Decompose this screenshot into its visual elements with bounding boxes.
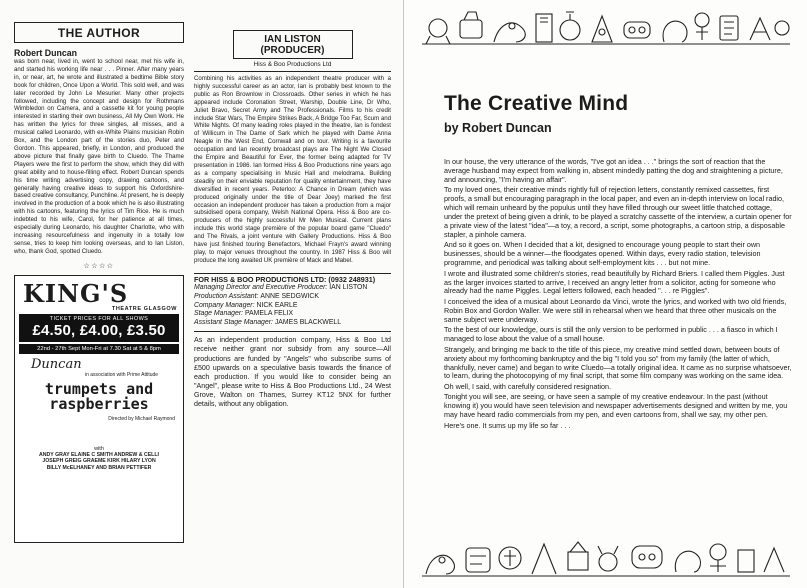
poster-ticket-line: TICKET PRICES FOR ALL SHOWS xyxy=(49,315,149,322)
article-paragraph: I wrote and illustrated some children's stories, read beautifully by Richard Briers. I called them Piggles. Just as the larger invoices started to arrive, I received an angry letter from a solicitor, acting for someone who already had the name Piggles. Legal letters followed, each headed ". . . re Piggles". xyxy=(444,268,785,296)
poster-with: with xyxy=(94,445,104,452)
contact-line: Assistant Stage Manager: JAMES BLACKWELL xyxy=(194,318,342,326)
producer-heading xyxy=(233,30,353,59)
poster-director: Directed by Michael Raymond xyxy=(108,415,175,422)
cartoon-banner-top xyxy=(420,6,792,48)
poster-show-title: trumpets and raspberries xyxy=(44,379,154,413)
producer-column xyxy=(194,30,391,409)
poster-company: Duncan xyxy=(31,356,82,372)
poster-theatre-city: THEATRE GLASGOW xyxy=(111,305,177,312)
poster-prices: £4.50, £4.00, £3.50 xyxy=(32,321,166,339)
article-paragraph: Oh well, I said, with carefully considered resignation. xyxy=(444,381,611,391)
article-body xyxy=(444,158,792,432)
producer-company: Hiss & Boo Productions Ltd xyxy=(194,59,391,72)
article-paragraph: Strangely, and bringing me back to the title of this piece, my creative mind settled down, between bouts of anxiety about my forthcoming bankruptcy and the big "I told you so" from my family (the latter of which, thankfully, never came) and began to write Cluedo—a totally original idea. It came as no surprise whatsoever, to learn, during the photocopying of my final script, that some film company was working on the same idea. xyxy=(444,344,792,381)
contacts-list xyxy=(194,284,391,327)
producer-bio: Combining his activities as an independent theatre producer with a highly successful career as an actor, Ian is probably best known to the public as Ron Brownlow in Crossroads. Other series in which he has appeared include Coronation Street, Warship, Double Line, Dr Who, Juliet Bravo, Secret Army and The Professionals. Films to his credit include Star Wars, The Empire Strikes Back, A Bridge Too Far, Scum and White Nights. Of many leading roles played in the theatre, Ian is fondest of Willicum in The Dame of Sark which he played with Dame Anna Neagle in the West End, Cornwall and on tour. Writing is a favourite occupation and Ian recently broadcast plays are The Night We Closed the Empire and Beautiful for Ever, the former being adapted for TV presentation in 1986. Ian formed Hiss & Boo Productions nine years ago as a company specialising in Music Hall and melodrama. Building steadily on their enviable reputation for quality entertainment, they have diversified in recent years. Peterloo: A Chance in Dream (which was produced originally under the title of Dear Joey) marked the first occasion an independent producer has taken a production from a major subsidised opera company, Welsh National Opera. Hiss & Boo are co-producers of the highly successful Mr Men Musical. Current plans include this world stage première of the popular board game "Cluedo" and The Rivals, a joint venture with Gallery Productions. Hiss & Boo have just finished touring Benefactors, Michael Frayn's award winning play, to major venues throughout the country. In 1987 Hiss & Boo will produce the long awaited UK première of Mack and Mabel. xyxy=(194,75,392,264)
author-bio: was born near, lived in, went to school near, met his wife in, and started his working life near . . . Pinner. After many years in, or near, art, he wrote and illustrated a bedtime Bible story book for children, Once Upon a World. This sold well, and was later recorded by John Le Mesurier. Many other projects followed, including the concept and design for Rothmans Wimbledon on Camera, and a cassette kit for young people interested in starting their own business, All My Own Work. He has written the lyrics for three singles, all misses, and a musical called Leonardo, with ex-White Plains musician Robin Box, and the London part of the stories duo, Peter and Gordon. This appeared, briefly, in London, and produced the above picture that finally gave birth to Cluedo. The Thame Players were the first to perform the show, which they did with great ability and to house-filling effect. Robert Duncan spends his time writing advertising copy, drawing cartoons, and generally having creative ideas to support his Oxfordshire-based creative consultancy, Punchline. At present, he is deeply involved in the production of a book which he is also illustrating with his cartoons, featuring the lyrics of Tim Rice. He is much indebted to his wife, Carol, for her patience at all times, especially during Leonardo, his daughter Charlotte, who with increasing resourcefulness and ingenuity in a totally low sense, tries to keep him looking overseas, and to Ian Liston, who, thank God, spotted Cluedo. xyxy=(14,58,184,255)
theatre-poster xyxy=(14,275,184,543)
article-paragraph: I conceived the idea of a musical about Leonardo da Vinci, wrote the lyrics, and worked with two old friends, Robin Box and Gordon Waller. We were still in rehearsal when we heard that three other musicals on the same subject were underway. xyxy=(444,296,787,324)
poster-ticket-band xyxy=(19,314,179,342)
author-column xyxy=(14,22,184,543)
article-paragraph: And so it goes on. When I decided that a kit, designed to encourage young people to start their own businesses, should be a winner—the floodgates opened. Within days, every radio station, television programme, and periodical was talking about self-employment kits . . . but not mine. xyxy=(444,240,761,268)
poster-dates: 22nd - 27th Sept Mon-Fri at 7.30 Sat at 5 & 8pm xyxy=(19,344,179,354)
contact-line: Company Manager: NICK EARLE xyxy=(194,301,298,309)
article-paragraph: To the best of our knowledge, ours is still the only version to be performed in public . . . a fiasco in which I managed to lose about the value of a small house. xyxy=(444,325,778,344)
poster-cast-line: BILLY McELHANEY AND BRIAN PETTIFER xyxy=(46,465,152,472)
angels-appeal: As an independent production company, Hiss & Boo Ltd receive neither grant nor subsidy from any source—All productions are funded by "Angels" who subscribe sums of £500 upwards on a speculative basis towards the finance of each production. If you would like to consider being an "Angel", please write to Hiss & Boo Productions Ltd., 24 West Grove, Walton on Thames, Surrey KT12 5NX for further details, without any obligation. xyxy=(194,336,391,408)
contact-line: Stage Manager: PAMELA FELIX xyxy=(194,310,294,318)
producer-role: (PRODUCER) xyxy=(260,45,325,56)
poster-company-sub: in association with Prime Attitude xyxy=(85,371,159,378)
article-paragraph: Tonight you will see, are seeing, or have seen a sample of my creative endeavour. In the past (without knowing it) you would have seen television and newspaper advertisements designed and written by me, you may have heard radio commercials from my pen, and even cartoons from, shall we say, my other pen. xyxy=(444,392,788,420)
article-paragraph: Here's one. It sums up my life so far . . . xyxy=(444,420,571,430)
poster-cast-line: JOSEPH GREIG GRAEME KIRK HILARY LYON xyxy=(42,458,156,465)
poster-cast xyxy=(15,452,183,472)
author-name: Robert Duncan xyxy=(14,48,78,58)
star-divider: ☆☆☆☆ xyxy=(83,262,115,270)
article-paragraph: In our house, the very utterance of the words, "I've got an idea . . ." brings the sort of reaction that the average husband may expect from walking in, absent mindedly patting the dog and straightening a picture, and announcing, "I'm having an affair". xyxy=(444,157,783,184)
contacts-heading: FOR HISS & BOO PRODUCTIONS LTD: (0932 248931) xyxy=(194,273,391,285)
article-title: The Creative Mind xyxy=(444,92,629,115)
contact-line: Managing Director and Executive Producer: IAN LISTON xyxy=(194,284,368,292)
cartoon-banner-bottom xyxy=(420,536,792,578)
contacts-divider xyxy=(194,331,391,332)
producer-name: IAN LISTON xyxy=(264,34,321,45)
poster-theatre-name: KING'S xyxy=(23,278,129,308)
contact-line: Production Assistant: ANNE SEDGWICK xyxy=(194,292,319,300)
article-paragraph: To my loved ones, their creative minds rightly full of rejection letters, constantly remixed cassettes, first proofs, a small but encouraging paragraph in the local paper, and even an in-depth interview on local radio, which will remain unheard by the populus until they have filled through our sweet little thatched cottage, under the pretext of being given a drink, to be played a scratchy cassette of the interview, a curtain opener for a private view of the latest "idea"—a toy, a record, a script, some photographs, a cartoon strip, a disposable stapler, a pinhole camera. xyxy=(444,185,792,239)
article-byline: by Robert Duncan xyxy=(444,121,552,135)
author-heading: THE AUTHOR xyxy=(14,22,184,43)
poster-cast-line: ANDY GRAY ELAINE C SMITH ANDREW & CELLI xyxy=(39,451,159,458)
